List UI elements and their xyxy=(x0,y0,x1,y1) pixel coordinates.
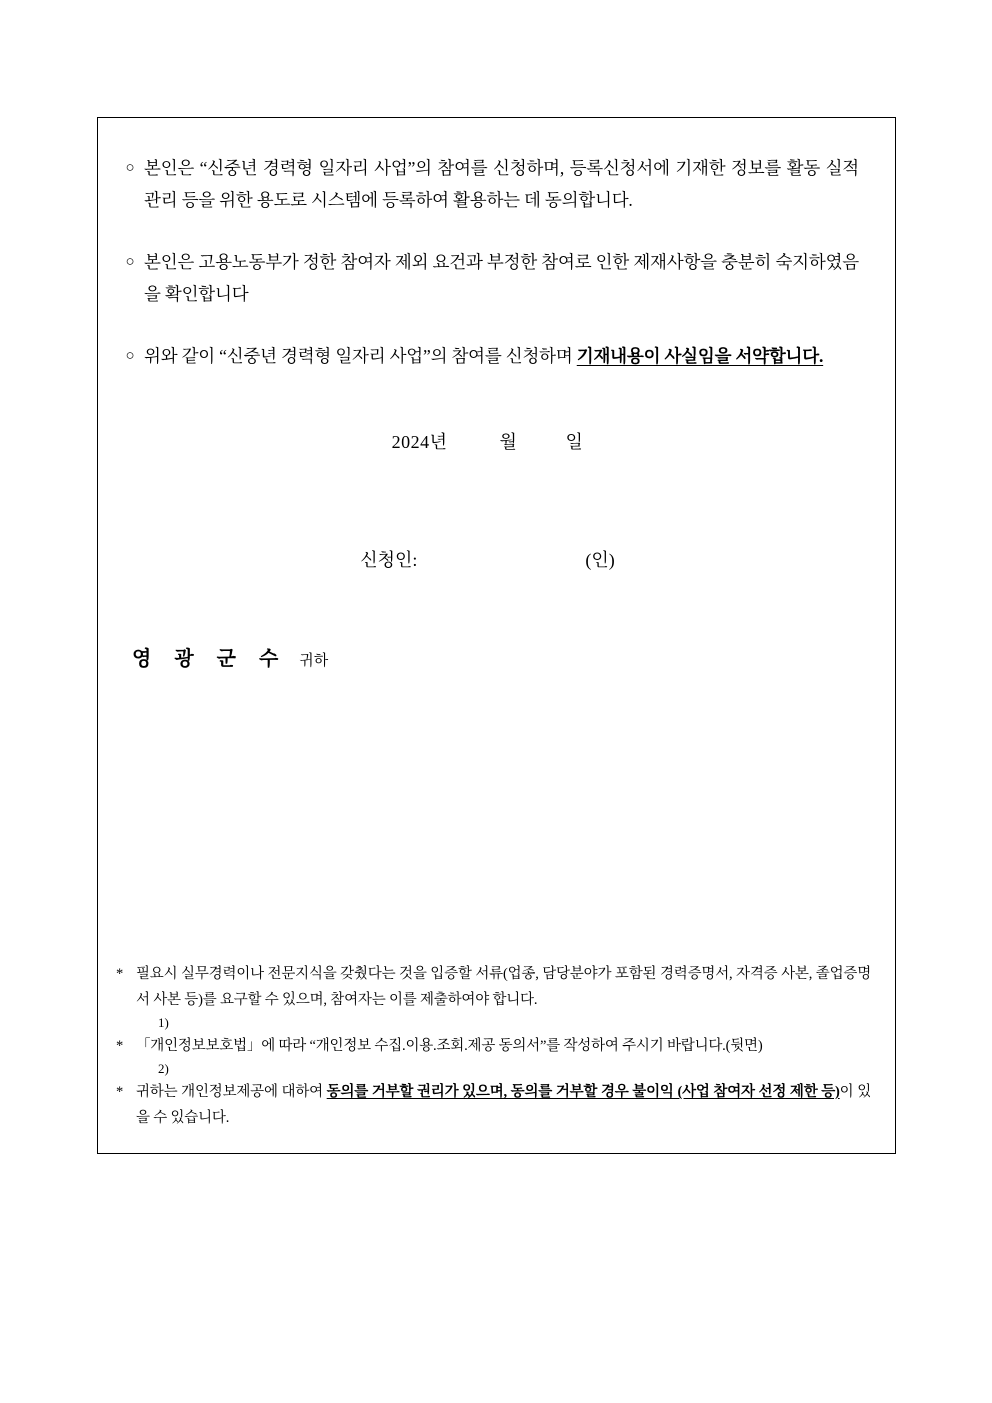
footnote-1 xyxy=(110,961,871,1013)
consent-clause-1-text: 본인은 “신중년 경력형 일자리 사업”의 참여를 신청하며, 등록신청서에 기재한 정보를 활동 실적관리 등을 위한 용도로 시스템에 등록하여 활용하는 데 동의합니다. xyxy=(144,158,859,210)
footnote-3-text-plain-tail: 이 있을 수 있습니다. xyxy=(136,1084,872,1126)
date-line xyxy=(110,428,865,454)
date-day: 일 xyxy=(565,432,584,452)
bullet-circle-icon: ○ xyxy=(125,160,135,176)
consent-clause-2-text: 본인은 고용노동부가 정한 참여자 제외 요건과 부정한 참여로 인한 제재사항을 충분히 숙지하였음을 확인합니다 xyxy=(144,252,859,304)
recipient-honorific: 귀하 xyxy=(299,653,329,669)
date-year: 2024년 xyxy=(391,432,448,452)
asterisk-icon: * xyxy=(116,1084,124,1100)
consent-clause-1 xyxy=(110,152,865,216)
consent-clause-3-text-emphasis: 기재내용이 사실임을 서약합니다. xyxy=(576,346,824,366)
footnote-3-text-plain-lead: 귀하는 개인정보제공에 대하여 xyxy=(136,1084,327,1100)
recipient-line xyxy=(110,642,865,671)
recipient-title: 영 광 군 수 xyxy=(132,648,288,670)
applicant-signature-line xyxy=(110,546,865,572)
bullet-circle-icon: ○ xyxy=(125,348,135,364)
footnote-2-marker: 2) xyxy=(158,1061,169,1076)
bullet-circle-icon: ○ xyxy=(125,254,135,270)
consent-clause-3 xyxy=(110,340,865,372)
applicant-label: 신청인: xyxy=(360,550,418,570)
document-border-frame xyxy=(97,117,896,1154)
footnotes-block xyxy=(110,961,871,1131)
footnote-2 xyxy=(110,1033,871,1059)
footnote-1-text: 필요시 실무경력이나 전문지식을 갖췄다는 것을 입증할 서류(업종, 담당분야가 포함된 경력증명서, 자격증 사본, 졸업증명서 사본 등)를 요구할 수 있으며, 참여자는 이를 제출하여야 합니다. xyxy=(136,966,871,1008)
footnote-3 xyxy=(110,1079,871,1131)
asterisk-icon: * xyxy=(116,1038,124,1054)
consent-clause-3-text xyxy=(144,340,865,372)
asterisk-icon: * xyxy=(116,966,124,982)
consent-clause-3-text-plain: 위와 같이 “신중년 경력형 일자리 사업”의 참여를 신청하며 xyxy=(144,346,577,366)
footnote-1-marker: 1) xyxy=(158,1015,169,1030)
footnote-2-text: 「개인정보보호법」에 따라 “개인정보 수집.이용.조회.제공 동의서”를 작성하여 주시기 바랍니다.(뒷면) xyxy=(136,1038,763,1054)
footnote-3-text-emphasis: 동의를 거부할 권리가 있으며, 동의를 거부할 경우 불이익 (사업 참여자 선정 제한 등) xyxy=(326,1084,840,1100)
applicant-seal-marker: (인) xyxy=(585,550,615,570)
date-month: 월 xyxy=(499,432,518,452)
consent-clause-2 xyxy=(110,246,865,310)
document-content xyxy=(98,118,895,1153)
footnote-3-text xyxy=(136,1079,871,1131)
